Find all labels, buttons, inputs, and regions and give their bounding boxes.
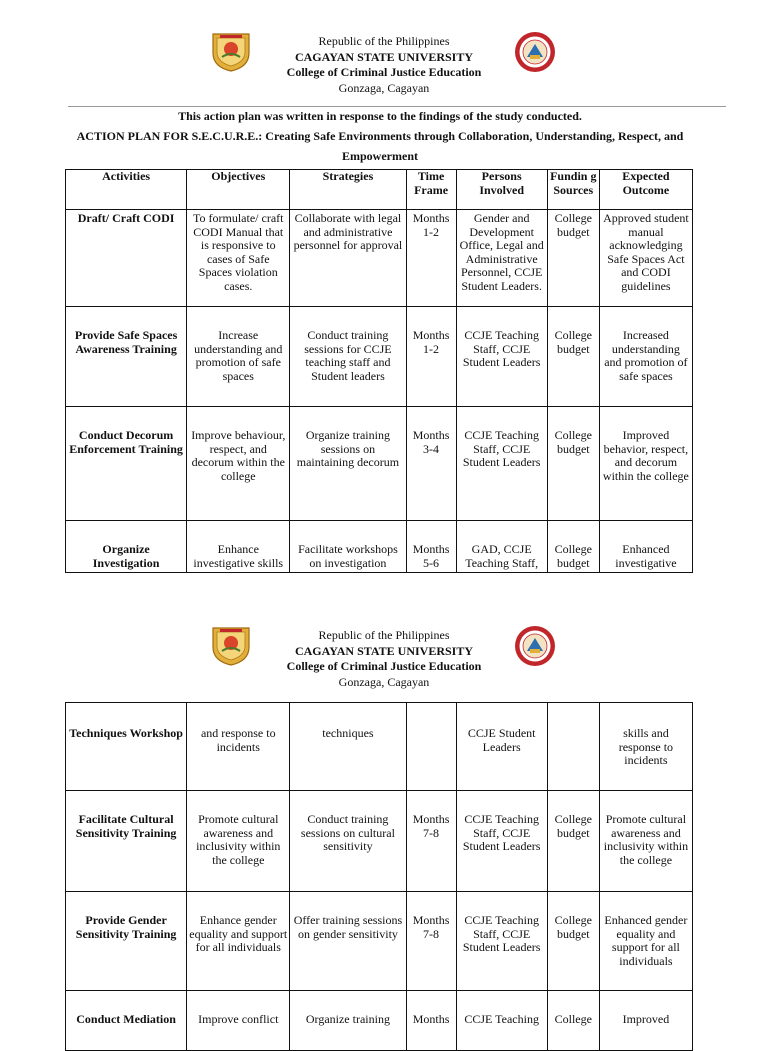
table-row: [66, 407, 693, 521]
row-outcome: Improved: [599, 991, 692, 1051]
intro-statement: This action plan was written in response to the findings of the study conducted.: [178, 109, 582, 123]
row-persons: CCJE Teaching Staff, CCJE Student Leaders: [456, 791, 547, 892]
header-objectives: Objectives: [187, 170, 290, 210]
row-outcome: skills and response to incidents: [599, 703, 692, 791]
row-persons: CCJE Teaching Staff, CCJE Student Leaders: [456, 407, 547, 521]
row-strategy: techniques: [290, 703, 406, 791]
row-activity: Provide Safe Spaces Awareness Training: [66, 307, 187, 407]
row-time-frame: Months 1-2: [406, 307, 456, 407]
row-strategy: Conduct training sessions on cultural sensitivity: [290, 791, 406, 892]
row-persons: CCJE Teaching Staff, CCJE Student Leaders: [456, 307, 547, 407]
row-objective: Increase understanding and promotion of safe spaces: [187, 307, 290, 407]
row-activity: Provide Gender Sensitivity Training: [66, 892, 187, 991]
header-time-frame: Time Frame: [406, 170, 456, 210]
row-outcome: Increased understanding and promotion of safe spaces: [599, 307, 692, 407]
row-funding: College budget: [547, 210, 599, 307]
row-time-frame: Months 5-6: [406, 521, 456, 573]
row-time-frame: Months 7-8: [406, 791, 456, 892]
letterhead-university: CAGAYAN STATE UNIVERSITY: [294, 49, 474, 64]
row-persons: Gender and Development Office, Legal and Administrative Personnel, CCJE Student Leaders.: [456, 210, 547, 307]
row-persons: CCJE Teaching: [456, 991, 547, 1051]
row-objective: and response to incidents: [187, 703, 290, 791]
letterhead-university: CAGAYAN STATE UNIVERSITY: [294, 643, 474, 658]
row-outcome: Enhanced investigative: [599, 521, 692, 573]
row-strategy: Collaborate with legal and administrative personnel for approval: [290, 210, 406, 307]
row-funding: College budget: [547, 791, 599, 892]
letterhead-address: Gonzaga, Cagayan: [338, 674, 430, 689]
letterhead-college: College of Criminal Justice Education: [286, 659, 482, 673]
row-time-frame: Months 1-2: [406, 210, 456, 307]
row-funding: College: [547, 991, 599, 1051]
row-persons: CCJE Student Leaders: [456, 703, 547, 791]
row-funding: College budget: [547, 892, 599, 991]
row-persons: GAD, CCJE Teaching Staff,: [456, 521, 547, 573]
row-strategy: Organize training: [290, 991, 406, 1051]
intro-block: [66, 106, 694, 166]
header-funding-sources: Fundin g Sources: [547, 170, 599, 210]
row-time-frame: Months 7-8: [406, 892, 456, 991]
action-plan-title: ACTION PLAN FOR S.E.C.U.R.E.: Creating Safe Environments through Collaboration, Understanding, Respect, and Empowerment: [76, 129, 684, 163]
row-outcome: Promote cultural awareness and inclusivity within the college: [599, 791, 692, 892]
letterhead: [0, 34, 768, 96]
row-time-frame: [406, 703, 456, 791]
header-strategies: Strategies: [290, 170, 406, 210]
action-plan-table: [65, 169, 693, 573]
table-row: [66, 892, 693, 991]
letterhead-address: Gonzaga, Cagayan: [338, 80, 430, 95]
row-activity: Draft/ Craft CODI: [66, 210, 187, 307]
header-activities: Activities: [66, 170, 187, 210]
table-row: [66, 703, 693, 791]
table-row: [66, 521, 693, 573]
row-funding: [547, 703, 599, 791]
document-page-2: [0, 595, 768, 1024]
row-outcome: Enhanced gender equality and support for all individuals: [599, 892, 692, 991]
table-row: [66, 791, 693, 892]
row-objective: Enhance gender equality and support for all individuals: [187, 892, 290, 991]
letterhead-country: Republic of the Philippines: [318, 628, 450, 642]
row-objective: Promote cultural awareness and inclusivity within the college: [187, 791, 290, 892]
row-funding: College budget: [547, 521, 599, 573]
row-objective: Improve conflict: [187, 991, 290, 1051]
row-time-frame: Months: [406, 991, 456, 1051]
letterhead-country: Republic of the Philippines: [318, 34, 450, 48]
letterhead: [0, 628, 768, 690]
action-plan-table-continued: [65, 702, 693, 1051]
table-row: [66, 210, 693, 307]
row-outcome: Approved student manual acknowledging Safe Spaces Act and CODI guidelines: [599, 210, 692, 307]
header-persons-involved: Persons Involved: [456, 170, 547, 210]
row-strategy: Organize training sessions on maintaining decorum: [290, 407, 406, 521]
table-row: [66, 991, 693, 1051]
row-objective: To formulate/ craft CODI Manual that is responsive to cases of Safe Spaces violation cases.: [187, 210, 290, 307]
row-strategy: Facilitate workshops on investigation: [290, 521, 406, 573]
row-activity: Conduct Decorum Enforcement Training: [66, 407, 187, 521]
row-objective: Enhance investigative skills: [187, 521, 290, 573]
table-row: [66, 307, 693, 407]
row-outcome: Improved behavior, respect, and decorum within the college: [599, 407, 692, 521]
row-funding: College budget: [547, 307, 599, 407]
header-expected-outcome: Expected Outcome: [599, 170, 692, 210]
row-strategy: Offer training sessions on gender sensitivity: [290, 892, 406, 991]
row-funding: College budget: [547, 407, 599, 521]
row-time-frame: Months 3-4: [406, 407, 456, 521]
row-strategy: Conduct training sessions for CCJE teaching staff and Student leaders: [290, 307, 406, 407]
row-activity: Organize Investigation: [66, 521, 187, 573]
row-activity: Conduct Mediation: [66, 991, 187, 1051]
letterhead-college: College of Criminal Justice Education: [286, 65, 482, 79]
row-persons: CCJE Teaching Staff, CCJE Student Leaders: [456, 892, 547, 991]
row-objective: Improve behaviour, respect, and decorum within the college: [187, 407, 290, 521]
row-activity: Techniques Workshop: [66, 703, 187, 791]
row-activity: Facilitate Cultural Sensitivity Training: [66, 791, 187, 892]
table-header-row: [66, 170, 693, 210]
